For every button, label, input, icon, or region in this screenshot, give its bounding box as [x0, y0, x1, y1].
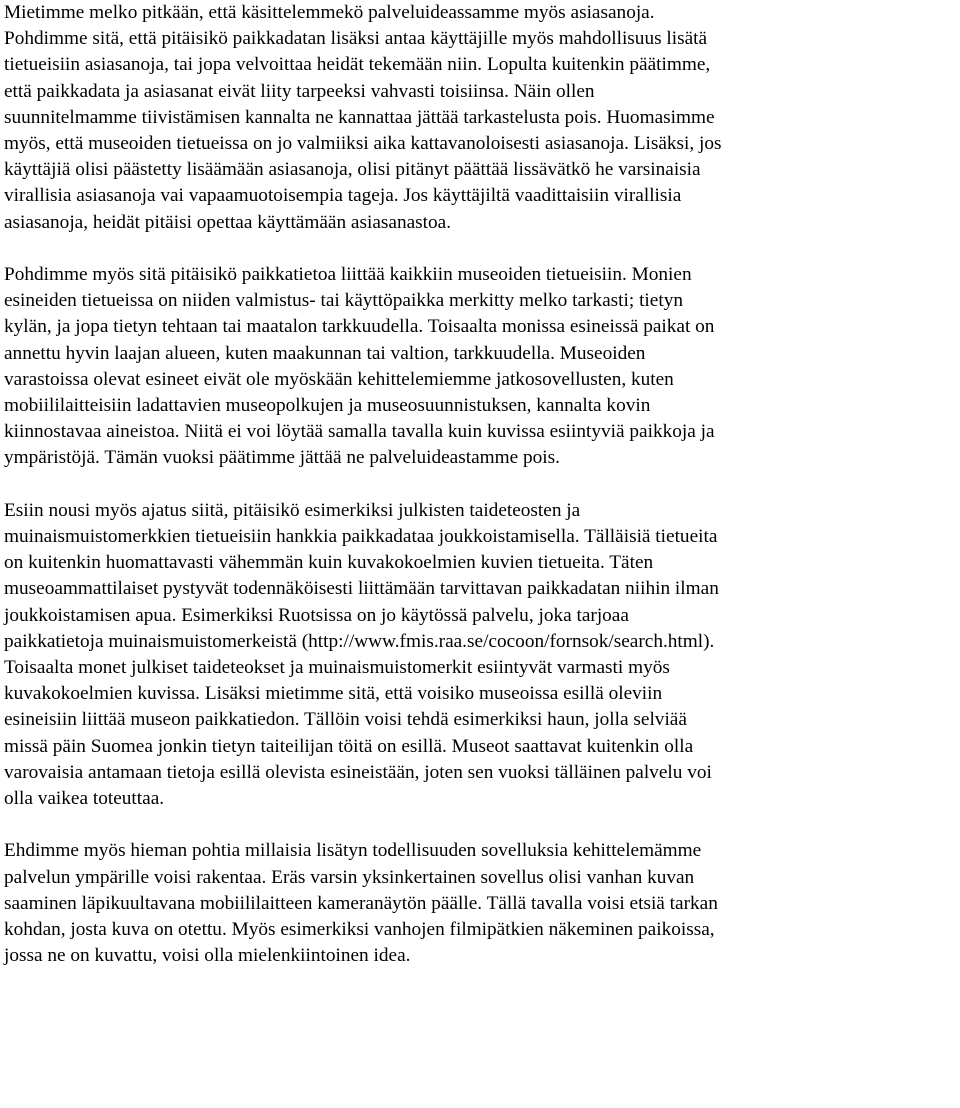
paragraph-location-data: Pohdimme myös sitä pitäisikö paikkatietoa liittää kaikkiin museoiden tietueisiin. Monien esineiden tietueissa on niiden valmistus- tai käyttöpaikka merkitty melko tarkasti; tietyn kylän, ja jopa tietyn tehtaan tai maatalon tarkkuudella. Toisaalta monissa esineissä paikat on annettu hyvin laajan alueen, kuten maakunnan tai valtion, tarkkuudella. Museoiden varastoissa olevat esineet eivät ole myöskään kehittelemiemme jatkosovellusten, kuten mobiililaitteisiin ladattavien museopolkujen ja museosuunnistuksen, kannalta kovin kiinnostavaa aineistoa. Niitä ei voi löytää samalla tavalla kuin kuvissa esiintyviä paikkoja ja ympäristöjä. Tämän vuoksi päätimme jättää ne palveluideastamme pois.	[4, 264, 715, 469]
paragraph-augmented-reality: Ehdimme myös hieman pohtia millaisia lisätyn todellisuuden sovelluksia kehittelemämme palvelun ympärille voisi rakentaa. Eräs varsin yksinkertainen sovellus olisi vanhan kuvan saaminen läpikuultavana mobiililaitteen kameranäytön päälle. Tällä tavalla voisi etsiä tarkan kohdan, josta kuva on otettu. Myös esimerkiksi vanhojen filmipätkien näkeminen paikoissa, jossa ne on kuvattu, voisi olla mielenkiintoinen idea.	[4, 840, 718, 967]
document-page	[4, 0, 956, 969]
paragraph-keywords: Mietimme melko pitkään, että käsittelemmekö palveluideassamme myös asiasanoja. Pohdimme sitä, että pitäisikö paikkadatan lisäksi antaa käyttäjille myös mahdollisuus lisätä tietueisiin asiasanoja, tai jopa velvoittaa heidät tekemään niin. Lopulta kuitenkin päätimme, että paikkadata ja asiasanat eivät liity tarpeeksi vahvasti toisiinsa. Näin ollen suunnitelmamme tiivistämisen kannalta ne kannattaa jättää tarkastelusta pois. Huomasimme myös, että museoiden tietueissa on jo valmiiksi aika kattavanoloisesti asiasanoja. Lisäksi, jos käyttäjiä olisi päästetty lisäämään asiasanoja, olisi pitänyt päättää lissävätkö he varsinaisia virallisia asiasanoja vai vapaamuotoisempia tageja. Jos käyttäjiltä vaadittaisiin virallisia asiasanoja, heidät pitäisi opettaa käyttämään asiasanastoa.	[4, 2, 722, 233]
paragraph-crowdsourcing: Esiin nousi myös ajatus siitä, pitäisikö esimerkiksi julkisten taideteosten ja muinaismuistomerkkien tietueisiin hankkia paikkadataa joukkoistamisella. Tälläisiä tietueita on kuitenkin huomattavasti vähemmän kuin kuvakokoelmien kuvien tietueita. Täten museoammattilaiset pystyvät todennäköisesti liittämään tarvittavan paikkadatan niihin ilman joukkoistamisen apua. Esimerkiksi Ruotsissa on jo käytössä palvelu, joka tarjoaa paikkatietoja muinaismuistomerkeistä (http://www.fmis.raa.se/cocoon/fornsok/search.html). Toisaalta monet julkiset taideteokset ja muinaismuistomerkit esiintyvät varmasti myös kuvakokoelmien kuvissa. Lisäksi mietimme sitä, että voisiko museoissa esillä oleviin esineisiin liittää museon paikkatiedon. Tällöin voisi tehdä esimerkiksi haun, jolla selviää missä päin Suomea jonkin tietyn taiteilijan töitä on esillä. Museot saattavat kuitenkin olla varovaisia antamaan tietoja esillä olevista esineistään, joten sen vuoksi tälläinen palvelu voi olla vaikea toteuttaa.	[4, 499, 719, 810]
